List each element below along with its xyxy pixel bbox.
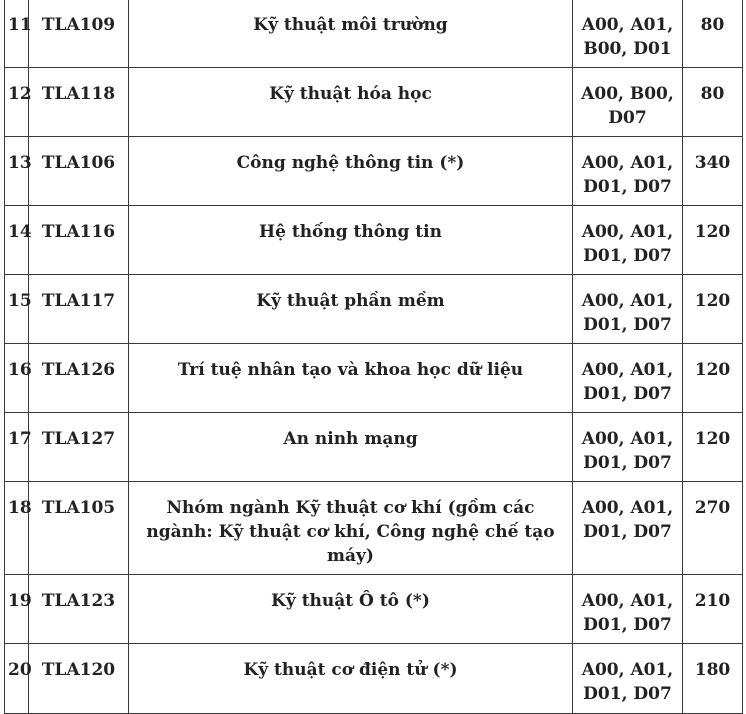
row-number: 18 xyxy=(5,482,29,575)
major-code: TLA120 xyxy=(29,644,129,714)
major-name: Kỹ thuật môi trường xyxy=(129,0,573,68)
subject-combinations: A00, A01, D01, D07 xyxy=(573,575,683,644)
row-number: 19 xyxy=(5,575,29,644)
major-name: Kỹ thuật hóa học xyxy=(129,68,573,137)
major-name: Trí tuệ nhân tạo và khoa học dữ liệu xyxy=(129,344,573,413)
table-row xyxy=(5,206,743,275)
quota: 80 xyxy=(683,68,743,137)
table-row xyxy=(5,68,743,137)
table-row xyxy=(5,137,743,206)
major-name: Nhóm ngành Kỹ thuật cơ khí (gồm các ngành: Kỹ thuật cơ khí, Công nghệ chế tạo máy) xyxy=(129,482,573,575)
major-code: TLA127 xyxy=(29,413,129,482)
major-name: Kỹ thuật Ô tô (*) xyxy=(129,575,573,644)
row-number: 13 xyxy=(5,137,29,206)
table-row xyxy=(5,0,743,68)
row-number: 17 xyxy=(5,413,29,482)
subject-combinations: A00, A01, B00, D01 xyxy=(573,0,683,68)
major-code: TLA106 xyxy=(29,137,129,206)
admissions-table xyxy=(4,0,743,714)
subject-combinations: A00, A01, D01, D07 xyxy=(573,137,683,206)
major-name: Hệ thống thông tin xyxy=(129,206,573,275)
major-name: Kỹ thuật phần mềm xyxy=(129,275,573,344)
major-name: An ninh mạng xyxy=(129,413,573,482)
table-row xyxy=(5,344,743,413)
major-code: TLA117 xyxy=(29,275,129,344)
major-code: TLA116 xyxy=(29,206,129,275)
quota: 270 xyxy=(683,482,743,575)
quota: 120 xyxy=(683,206,743,275)
major-code: TLA118 xyxy=(29,68,129,137)
row-number: 16 xyxy=(5,344,29,413)
row-number: 15 xyxy=(5,275,29,344)
subject-combinations: A00, A01, D01, D07 xyxy=(573,413,683,482)
quota: 340 xyxy=(683,137,743,206)
quota: 120 xyxy=(683,275,743,344)
quota: 120 xyxy=(683,344,743,413)
table-row xyxy=(5,413,743,482)
subject-combinations: A00, A01, D01, D07 xyxy=(573,644,683,714)
subject-combinations: A00, B00, D07 xyxy=(573,68,683,137)
major-code: TLA126 xyxy=(29,344,129,413)
quota: 120 xyxy=(683,413,743,482)
row-number: 11 xyxy=(5,0,29,68)
quota: 80 xyxy=(683,0,743,68)
major-code: TLA105 xyxy=(29,482,129,575)
subject-combinations: A00, A01, D01, D07 xyxy=(573,275,683,344)
row-number: 14 xyxy=(5,206,29,275)
major-name: Công nghệ thông tin (*) xyxy=(129,137,573,206)
major-code: TLA109 xyxy=(29,0,129,68)
major-code: TLA123 xyxy=(29,575,129,644)
quota: 210 xyxy=(683,575,743,644)
major-name: Kỹ thuật cơ điện tử (*) xyxy=(129,644,573,714)
row-number: 20 xyxy=(5,644,29,714)
quota: 180 xyxy=(683,644,743,714)
subject-combinations: A00, A01, D01, D07 xyxy=(573,344,683,413)
row-number: 12 xyxy=(5,68,29,137)
table-row xyxy=(5,275,743,344)
table-row xyxy=(5,482,743,575)
table-body xyxy=(5,0,743,714)
table-row xyxy=(5,644,743,714)
table-row xyxy=(5,575,743,644)
subject-combinations: A00, A01, D01, D07 xyxy=(573,206,683,275)
subject-combinations: A00, A01, D01, D07 xyxy=(573,482,683,575)
